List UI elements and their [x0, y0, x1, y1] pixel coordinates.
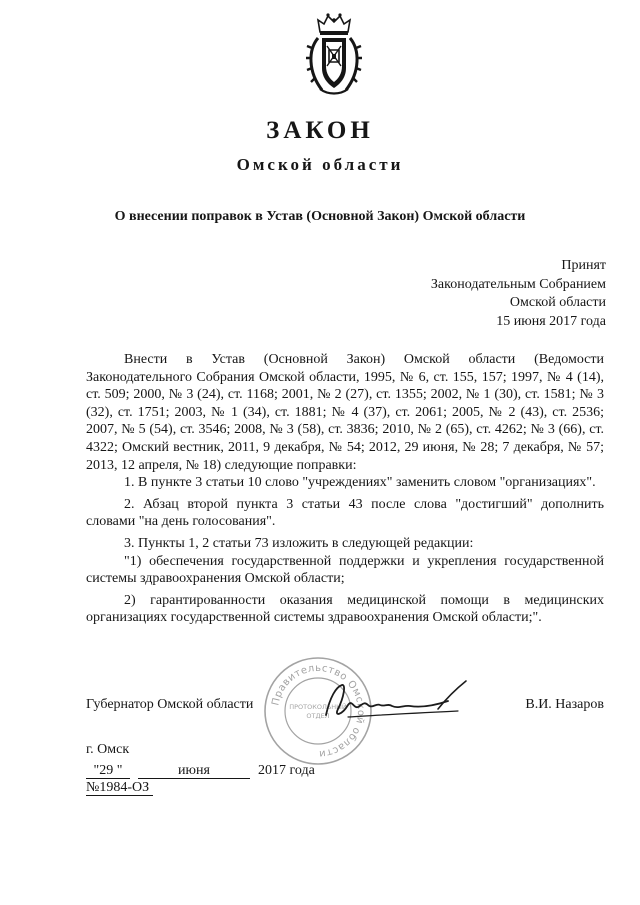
signing-year: 2017 года — [258, 763, 315, 778]
intro-paragraph: Внести в Устав (Основной Закон) Омской области (Ведомости Законодательного Собрания Омской области, 1995, № 6, ст. 155, 157; 1997, № 4 (14), ст. 509; 2000, № 3 (24), ст. 1168; 2001, № 2 (27), ст. 1355; 2002, № 1 (30), ст. 1581; № 3 (32), ст. 1751; 2003, № 1 (34), ст. 1881; № 4 (37), ст. 2061; 2005, № 2 (43), ст. 2536; 2007, № 5 (54), ст. 3546; 2008, № 3 (58), ст. 3836; 2010, № 2 (65), ст. 4262; № 3 (66), ст. 4322; Омский вестник, 2011, 9 декабря, № 54; 2012, 29 июня, № 28; 7 декабря, № 57; 2013, 12 апреля, № 18) следующие поправки: — [86, 352, 604, 473]
amendment-item-3-subpoint-1: "1) обеспечения государственной поддержки и укрепления государственной системы здравоохранения Омской области; — [86, 553, 604, 587]
law-number — [86, 780, 153, 796]
omsk-coat-of-arms-icon — [304, 10, 364, 96]
stamp-ring-text: Правительство Омской области — [270, 662, 367, 760]
law-number-prefix: № — [86, 780, 100, 795]
amendment-item-3: 3. Пункты 1, 2 статьи 73 изложить в следующей редакции: — [124, 535, 474, 551]
stamp-center-text: ОТДЕЛ — [306, 712, 330, 720]
amendment-item-2: 2. Абзац второй пункта 3 статьи 43 после слова "достигший" дополнить словами "на день голосования". — [86, 496, 604, 530]
governor-name: В.И. Назаров — [525, 697, 604, 712]
stamp-center-text: ПРОТОКОЛЬНЫЙ — [289, 703, 347, 711]
adoption-line: Законодательным Собранием — [430, 276, 606, 292]
document-type-title: ЗАКОН — [266, 117, 374, 144]
region-subtitle: Омской области — [236, 155, 404, 174]
adoption-line: Омской области — [509, 295, 606, 310]
signing-day: "29 " — [86, 764, 130, 779]
governor-title: Губернатор Омской области — [86, 697, 254, 712]
law-body — [86, 351, 604, 627]
law-number-value: 1984-ОЗ — [99, 780, 150, 795]
law-subject-heading: О внесении поправок в Устав (Основной Закон) Омской области — [114, 209, 526, 224]
adoption-line: Принят — [561, 258, 606, 273]
amendment-item-1: 1. В пункте 3 статьи 10 слово "учреждениях" заменить словом "организациях". — [124, 475, 596, 491]
signing-city: г. Омск — [86, 742, 130, 757]
adoption-block — [431, 257, 606, 331]
signing-date — [86, 763, 315, 779]
adoption-date: 15 июня 2017 года — [496, 313, 606, 329]
signing-month: июня — [138, 764, 250, 779]
amendment-item-3-subpoint-2: 2) гарантированности оказания медицинской помощи в медицинских организациях государственной системы здравоохранения Омской области;". — [86, 592, 604, 626]
governor-signature — [318, 675, 478, 733]
